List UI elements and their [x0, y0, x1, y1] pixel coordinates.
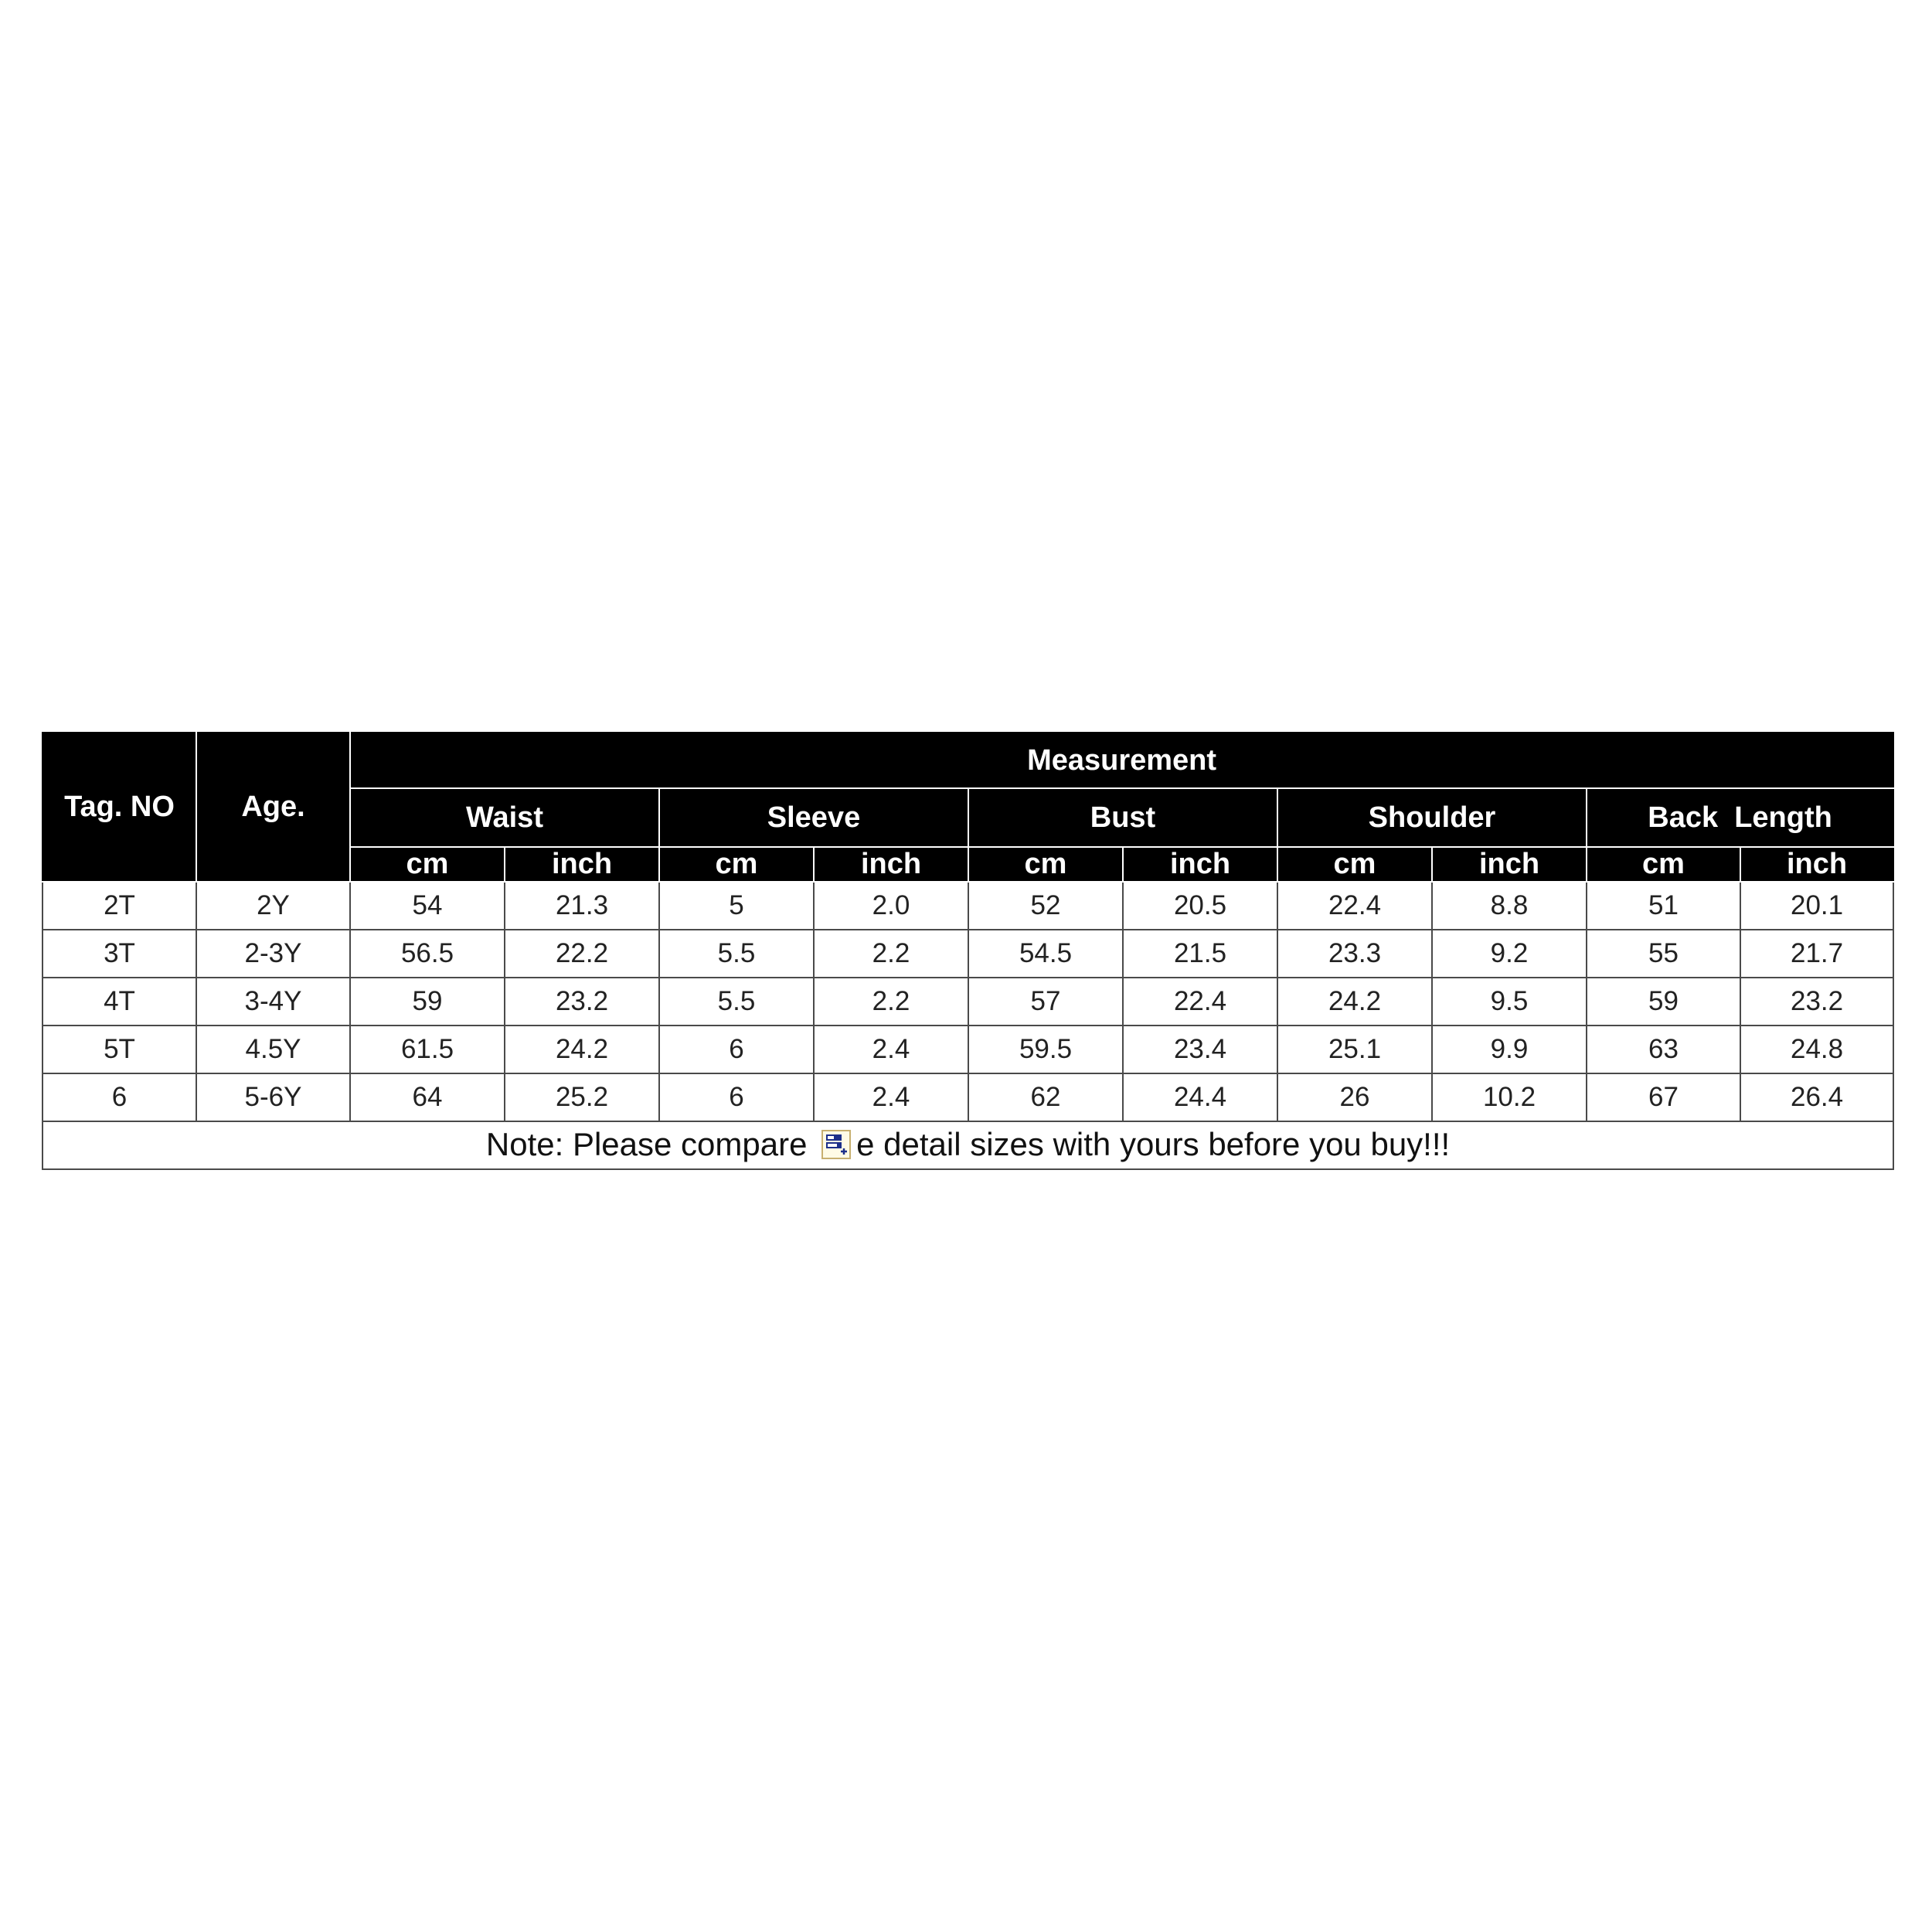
cell-shoulder-cm: 25.1 [1277, 1026, 1432, 1073]
cell-back-length-cm: 55 [1587, 930, 1740, 978]
cell-sleeve-cm: 6 [659, 1026, 814, 1073]
header-tag-no: Tag. NO [43, 733, 196, 882]
cell-age: 3-4Y [196, 978, 350, 1026]
note-text-start: Note: Please compare [485, 1126, 817, 1163]
header-age: Age. [196, 733, 350, 882]
cell-bust-inch: 24.4 [1123, 1073, 1277, 1121]
table-row [43, 882, 1893, 930]
cell-bust-inch: 23.4 [1123, 1026, 1277, 1073]
cell-back-length-inch: 26.4 [1740, 1073, 1893, 1121]
cell-waist-cm: 61.5 [350, 1026, 505, 1073]
cell-age: 5-6Y [196, 1073, 350, 1121]
cell-back-length-cm: 63 [1587, 1026, 1740, 1073]
unit-bust-cm: cm [968, 847, 1123, 882]
unit-sleeve-inch: inch [814, 847, 968, 882]
unit-shoulder-inch: inch [1432, 847, 1587, 882]
cell-bust-cm: 54.5 [968, 930, 1123, 978]
cell-bust-inch: 21.5 [1123, 930, 1277, 978]
cell-shoulder-cm: 26 [1277, 1073, 1432, 1121]
table-row [43, 1073, 1893, 1121]
cell-tag-no: 4T [43, 978, 196, 1026]
header-back-length: Back Length [1587, 788, 1893, 847]
table-row [43, 1026, 1893, 1073]
cell-sleeve-inch: 2.4 [814, 1073, 968, 1121]
cell-waist-inch: 25.2 [505, 1073, 659, 1121]
unit-sleeve-cm: cm [659, 847, 814, 882]
header-measurement: Measurement [350, 733, 1893, 788]
cell-shoulder-cm: 24.2 [1277, 978, 1432, 1026]
note-cell [43, 1121, 1893, 1169]
unit-back-length-inch: inch [1740, 847, 1893, 882]
cell-back-length-cm: 59 [1587, 978, 1740, 1026]
cell-sleeve-cm: 5.5 [659, 930, 814, 978]
cell-shoulder-cm: 23.3 [1277, 930, 1432, 978]
cell-tag-no: 2T [43, 882, 196, 930]
cell-age: 2-3Y [196, 930, 350, 978]
cell-bust-cm: 62 [968, 1073, 1123, 1121]
header-shoulder: Shoulder [1277, 788, 1587, 847]
cell-sleeve-inch: 2.4 [814, 1026, 968, 1073]
unit-back-length-cm: cm [1587, 847, 1740, 882]
cell-waist-inch: 24.2 [505, 1026, 659, 1073]
cell-back-length-inch: 21.7 [1740, 930, 1893, 978]
cell-shoulder-inch: 10.2 [1432, 1073, 1587, 1121]
cell-waist-cm: 64 [350, 1073, 505, 1121]
header-sleeve: Sleeve [659, 788, 968, 847]
cell-sleeve-cm: 6 [659, 1073, 814, 1121]
cell-shoulder-cm: 22.4 [1277, 882, 1432, 930]
cell-waist-inch: 22.2 [505, 930, 659, 978]
cell-tag-no: 5T [43, 1026, 196, 1073]
cell-age: 4.5Y [196, 1026, 350, 1073]
cell-waist-inch: 21.3 [505, 882, 659, 930]
header-waist: Waist [350, 788, 659, 847]
cell-bust-inch: 20.5 [1123, 882, 1277, 930]
cell-waist-cm: 54 [350, 882, 505, 930]
unit-waist-inch: inch [505, 847, 659, 882]
cell-shoulder-inch: 9.2 [1432, 930, 1587, 978]
cell-bust-cm: 52 [968, 882, 1123, 930]
cell-tag-no: 6 [43, 1073, 196, 1121]
header-bust: Bust [968, 788, 1277, 847]
cell-sleeve-cm: 5 [659, 882, 814, 930]
cell-back-length-inch: 23.2 [1740, 978, 1893, 1026]
cell-age: 2Y [196, 882, 350, 930]
cell-shoulder-inch: 9.5 [1432, 978, 1587, 1026]
unit-bust-inch: inch [1123, 847, 1277, 882]
cell-bust-cm: 57 [968, 978, 1123, 1026]
cell-waist-cm: 59 [350, 978, 505, 1026]
cell-shoulder-inch: 9.9 [1432, 1026, 1587, 1073]
note-text-end: e detail sizes with yours before you buy!!! [856, 1126, 1451, 1163]
cell-bust-inch: 22.4 [1123, 978, 1277, 1026]
cell-waist-cm: 56.5 [350, 930, 505, 978]
cell-back-length-inch: 24.8 [1740, 1026, 1893, 1073]
size-chart-table [42, 732, 1894, 1170]
unit-shoulder-cm: cm [1277, 847, 1432, 882]
table-row [43, 978, 1893, 1026]
cell-sleeve-inch: 2.0 [814, 882, 968, 930]
unit-waist-cm: cm [350, 847, 505, 882]
cell-bust-cm: 59.5 [968, 1026, 1123, 1073]
cell-back-length-cm: 67 [1587, 1073, 1740, 1121]
cell-back-length-cm: 51 [1587, 882, 1740, 930]
cell-tag-no: 3T [43, 930, 196, 978]
cell-sleeve-cm: 5.5 [659, 978, 814, 1026]
cell-sleeve-inch: 2.2 [814, 978, 968, 1026]
cell-shoulder-inch: 8.8 [1432, 882, 1587, 930]
broken-image-icon [821, 1129, 852, 1160]
cell-back-length-inch: 20.1 [1740, 882, 1893, 930]
size-table-body [43, 882, 1893, 1121]
cell-waist-inch: 23.2 [505, 978, 659, 1026]
table-row [43, 930, 1893, 978]
cell-sleeve-inch: 2.2 [814, 930, 968, 978]
